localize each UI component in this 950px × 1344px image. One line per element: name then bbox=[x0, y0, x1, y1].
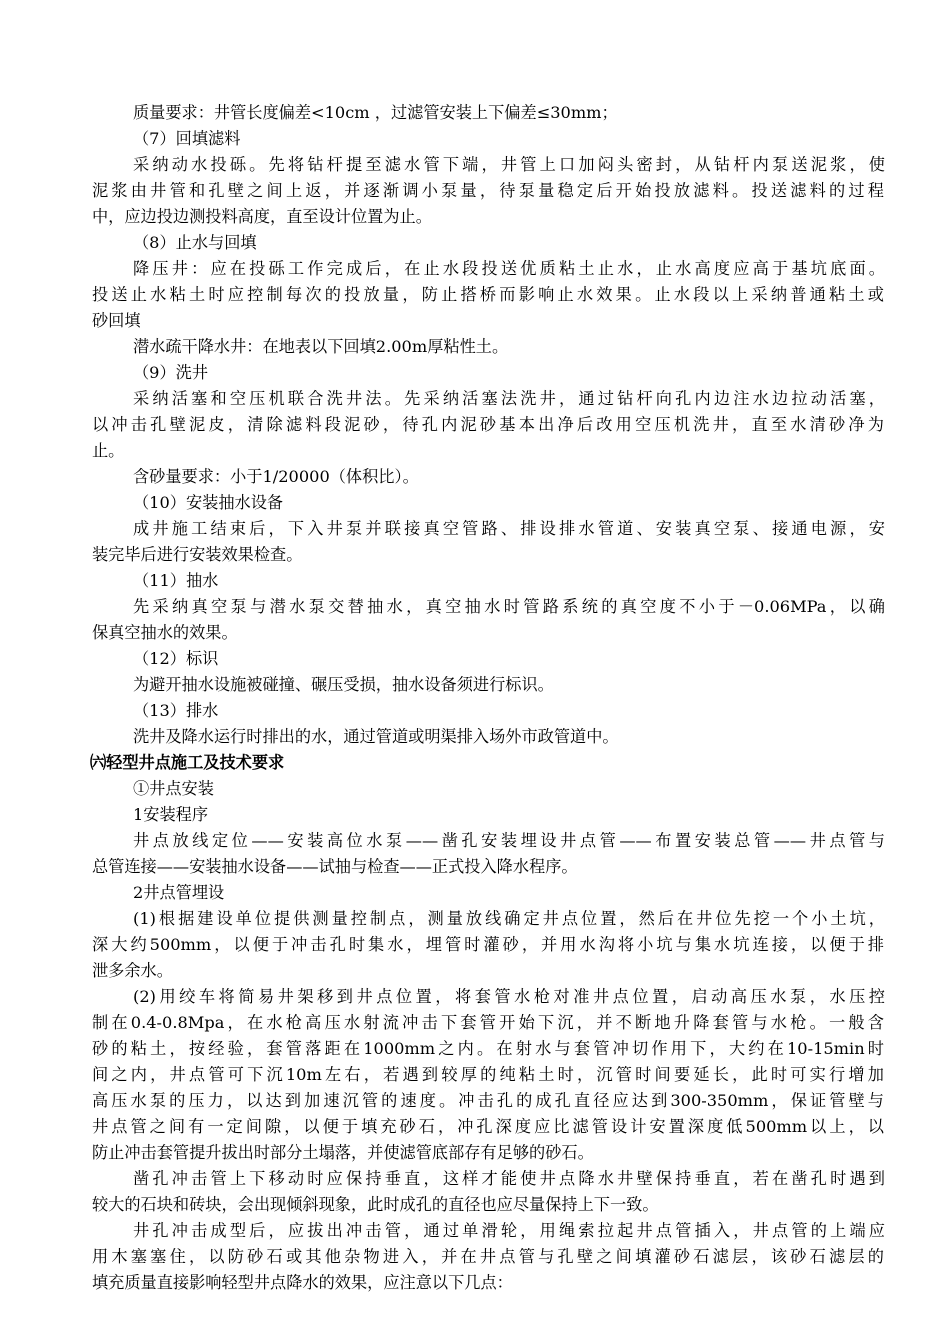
paragraph-line: 防止冲击套管提升拔出时部分土塌落，并使滤管底部存有足够的砂石。 bbox=[92, 1143, 594, 1162]
paragraph-line: 泥浆由井管和孔壁之间上返，并逐渐调小泵量，待泵量稳定后开始投放滤料。投送滤料的过程 bbox=[92, 181, 884, 200]
paragraph-line: 总管连接——安装抽水设备——试抽与检查——正式投入降水程序。 bbox=[92, 857, 578, 876]
paragraph-line: 制在0.4-0.8Mpa，在水枪高压水射流冲击下套管开始下沉，并不断地升降套管与水枪。一般含 bbox=[92, 1013, 884, 1032]
paragraph-line: 填充质量直接影响轻型井点降水的效果，应注意以下几点： bbox=[92, 1273, 513, 1292]
paragraph-line: 砂的粘土，按经验，套管落距在1000mm之内。在射水与套管冲切作用下，大约在10-15min时 bbox=[92, 1039, 884, 1058]
paragraph-line: 投送止水粘土时应控制每次的投放量，防止搭桥而影响止水效果。止水段以上采纳普通粘土或 bbox=[92, 285, 884, 304]
paragraph-line: 凿孔冲击管上下移动时应保持垂直，这样才能使井点降水井壁保持垂直，若在凿孔时遇到 bbox=[133, 1169, 885, 1188]
paragraph-line: 质量要求：井管长度偏差<10cm ，过滤管安装上下偏差≤30mm； bbox=[133, 103, 618, 122]
paragraph-line: 采纳活塞和空压机联合洗井法。先采纳活塞法洗井，通过钻杆向孔内边注水边拉动活塞， bbox=[133, 389, 885, 408]
paragraph-line: 先采纳真空泵与潜水泵交替抽水，真空抽水时管路系统的真空度不小于－0.06MPa，以确 bbox=[133, 597, 885, 616]
paragraph-line: 井点管之间有一定间隙，以便于填充砂石，冲孔深度应比滤管设计安置深度低500mm以上，以 bbox=[92, 1117, 884, 1136]
paragraph-line: (1)根据建设单位提供测量控制点，测量放线确定井点位置，然后在井位先挖一个小土坑， bbox=[133, 909, 885, 928]
section-heading-13: （13）排水 bbox=[133, 701, 219, 720]
section-heading-8: （8）止水与回填 bbox=[133, 233, 257, 252]
section-heading-10: （10）安装抽水设备 bbox=[133, 493, 284, 512]
paragraph-line: 中，应边投边测投料高度，直至设计位置为止。 bbox=[92, 207, 432, 226]
section-heading-7: （7）回填滤料 bbox=[133, 129, 241, 148]
section-title: ㈥轻型井点施工及技术要求 bbox=[90, 753, 285, 772]
paragraph-line: 泄多余水。 bbox=[92, 961, 173, 980]
subsection-heading: 2井点管埋设 bbox=[133, 883, 225, 902]
paragraph-line: 用木塞塞住，以防砂石或其他杂物进入，并在井点管与孔壁之间填灌砂石滤层，该砂石滤层的 bbox=[92, 1247, 884, 1266]
paragraph-line: 洗井及降水运行时排出的水，通过管道或明渠排入场外市政管道中。 bbox=[133, 727, 619, 746]
paragraph-line: 降压井：应在投砾工作完成后，在止水段投送优质粘土止水，止水高度应高于基坑底面。 bbox=[133, 259, 885, 278]
paragraph-line: 止。 bbox=[92, 441, 125, 460]
paragraph-line: 保真空抽水的效果。 bbox=[92, 623, 238, 642]
paragraph-line: 井点放线定位——安装高位水泵——凿孔安装埋设井点管——布置安装总管——井点管与 bbox=[133, 831, 885, 850]
paragraph-line: 间之内，井点管可下沉10m左右，若遇到较厚的纯粘土时，沉管时间要延长，此时可实行增加 bbox=[92, 1065, 884, 1084]
paragraph-line: 深大约500mm，以便于冲击孔时集水，埋管时灌砂，并用水沟将小坑与集水坑连接，以便于排 bbox=[92, 935, 884, 954]
paragraph-line: 为避开抽水设施被碰撞、碾压受损，抽水设备须进行标识。 bbox=[133, 675, 554, 694]
paragraph-line: 高压水泵的压力，以达到加速沉管的速度。冲击孔的成孔直径应达到300-350mm，保证管壁与 bbox=[92, 1091, 884, 1110]
section-heading-11: （11）抽水 bbox=[133, 571, 219, 590]
section-heading-12: （12）标识 bbox=[133, 649, 219, 668]
subsection-heading: ①井点安装 bbox=[133, 779, 214, 798]
paragraph-line: 含砂量要求：小于1/20000（体积比）。 bbox=[133, 467, 419, 486]
paragraph-line: 以冲击孔壁泥皮，清除滤料段泥砂，待孔内泥砂基本出净后改用空压机洗井，直至水清砂净为 bbox=[92, 415, 884, 434]
section-heading-9: （9）洗井 bbox=[133, 363, 209, 382]
paragraph-line: (2)用绞车将简易井架移到井点位置，将套管水枪对准井点位置，启动高压水泵，水压控 bbox=[133, 987, 885, 1006]
subsection-heading: 1安装程序 bbox=[133, 805, 209, 824]
paragraph-line: 采纳动水投砾。先将钻杆提至滤水管下端，井管上口加闷头密封，从钻杆内泵送泥浆，使 bbox=[133, 155, 885, 174]
paragraph-line: 潜水疏干降水井：在地表以下回填2.00m厚粘性土。 bbox=[133, 337, 509, 356]
paragraph-line: 井孔冲击成型后，应拔出冲击管，通过单滑轮，用绳索拉起井点管插入，井点管的上端应 bbox=[133, 1221, 885, 1240]
paragraph-line: 较大的石块和砖块，会出现倾斜现象，此时成孔的直径也应尽量保持上下一致。 bbox=[92, 1195, 659, 1214]
paragraph-line: 装完毕后进行安装效果检查。 bbox=[92, 545, 303, 564]
paragraph-line: 成井施工结束后，下入井泵并联接真空管路、排设排水管道、安装真空泵、接通电源，安 bbox=[133, 519, 885, 538]
paragraph-line: 砂回填 bbox=[92, 311, 141, 330]
